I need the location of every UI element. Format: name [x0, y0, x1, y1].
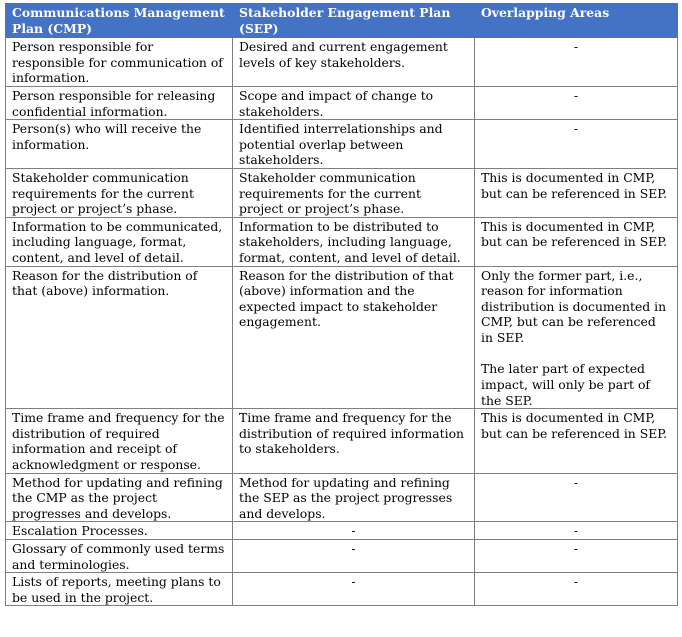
header-sep: Stakeholder Engagement Plan (SEP) [233, 4, 475, 38]
sep-cell: - [233, 522, 475, 540]
sep-cell: Identified interrelationships and potential overlap between stakeholders. [233, 120, 475, 169]
cmp-cell: Information to be communicated, including language, format, content, and level of detail. [6, 217, 233, 266]
cmp-cell: Stakeholder communication requirements for the current project or project’s phase. [6, 168, 233, 217]
cmp-cell: Method for updating and refining the CMP as the project progresses and develops. [6, 473, 233, 522]
cmp-cell: Escalation Processes. [6, 522, 233, 540]
overlap-paragraph-1: Only the former part, i.e., reason for information distribution is documented in CMP, but can be referenced in SEP. [481, 267, 667, 345]
cmp-cell: Person(s) who will receive the information. [6, 120, 233, 169]
sep-cell: Scope and impact of change to stakeholders. [233, 86, 475, 119]
table-row [6, 540, 678, 573]
header-overlap: Overlapping Areas [475, 4, 678, 38]
overlap-cell: - [475, 522, 678, 540]
sep-cell: Stakeholder communication requirements for the current project or project’s phase. [233, 168, 475, 217]
sep-cell: - [233, 573, 475, 606]
table-row [6, 168, 678, 217]
sep-cell: Method for updating and refining the SEP as the project progresses and develops. [233, 473, 475, 522]
sep-cell: Information to be distributed to stakeholders, including language, format, content, and level of detail. [233, 217, 475, 266]
table-row [6, 38, 678, 87]
sep-cell: Desired and current engagement levels of key stakeholders. [233, 38, 475, 87]
overlap-cell: This is documented in CMP, but can be referenced in SEP. [475, 217, 678, 266]
table-row [6, 409, 678, 473]
sep-cell: - [233, 540, 475, 573]
overlap-cell: - [475, 38, 678, 87]
table-row [6, 266, 678, 409]
overlap-cell: - [475, 86, 678, 119]
table-row [6, 573, 678, 606]
overlap-cell: - [475, 120, 678, 169]
table-row [6, 473, 678, 522]
table-header-row [6, 4, 678, 38]
cmp-cell: Reason for the distribution of that (above) information. [6, 266, 233, 409]
overlap-cell: - [475, 573, 678, 606]
overlap-paragraph-2: The later part of expected impact, will only be part of the SEP. [481, 361, 651, 408]
overlap-cell: This is documented in CMP, but can be referenced in SEP. [475, 168, 678, 217]
sep-cell: Reason for the distribution of that (above) information and the expected impact to stakeholder engagement. [233, 266, 475, 409]
table-row [6, 120, 678, 169]
cmp-sep-comparison-table [5, 3, 678, 606]
overlap-cell [475, 266, 678, 409]
cmp-cell: Time frame and frequency for the distribution of required information and receipt of acknowledgment or response. [6, 409, 233, 473]
header-cmp: Communications Management Plan (CMP) [6, 4, 233, 38]
cmp-cell: Person responsible for releasing confidential information. [6, 86, 233, 119]
table-row [6, 522, 678, 540]
overlap-cell: - [475, 540, 678, 573]
cmp-cell: Person responsible for responsible for communication of information. [6, 38, 233, 87]
table-row [6, 217, 678, 266]
sep-cell: Time frame and frequency for the distribution of required information to stakeholders. [233, 409, 475, 473]
overlap-cell: - [475, 473, 678, 522]
cmp-cell: Lists of reports, meeting plans to be used in the project. [6, 573, 233, 606]
overlap-cell: This is documented in CMP, but can be referenced in SEP. [475, 409, 678, 473]
cmp-cell: Glossary of commonly used terms and terminologies. [6, 540, 233, 573]
table-row [6, 86, 678, 119]
